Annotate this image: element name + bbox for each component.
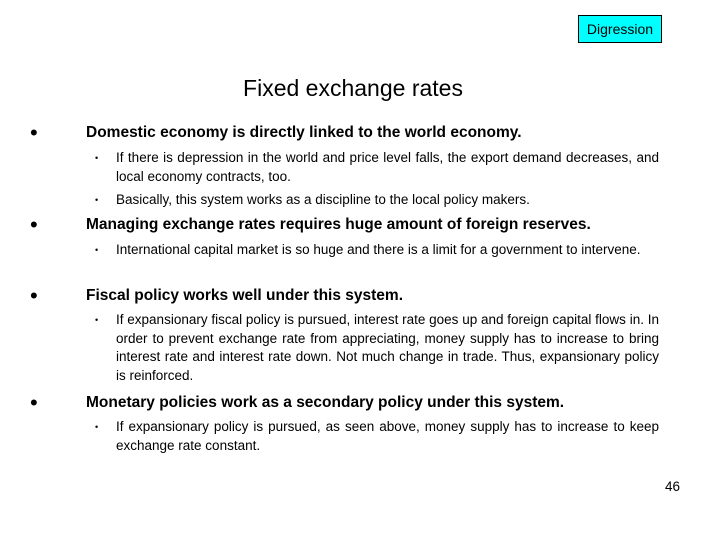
sub-point-1-1: If there is depression in the world and price level falls, the export demand decreases, and local economy contracts, too. xyxy=(116,150,659,184)
sub-point-1-2: Basically, this system works as a discipline to the local policy makers. xyxy=(116,192,530,207)
bullet-marker: • xyxy=(30,283,38,308)
page-number: 46 xyxy=(664,479,680,494)
main-point-2: Managing exchange rates requires huge amount of foreign reserves. xyxy=(86,216,591,233)
main-point-1: Domestic economy is directly linked to the world economy. xyxy=(86,124,522,141)
sub-bullet-marker: • xyxy=(95,315,99,325)
sub-bullet-marker: • xyxy=(95,153,99,163)
sub-point-4-1: If expansionary policy is pursued, as seen above, money supply has to increase to keep exchange rate constant. xyxy=(116,419,659,453)
sub-bullet-marker: • xyxy=(95,422,99,432)
bullet-marker: • xyxy=(30,120,38,145)
sub-bullet-marker: • xyxy=(95,195,99,205)
digression-tag: Digression xyxy=(578,15,662,43)
bullet-marker: • xyxy=(30,212,38,237)
slide-title: Fixed exchange rates xyxy=(243,75,463,101)
sub-point-2-1: International capital market is so huge and there is a limit for a government to intervene. xyxy=(116,242,641,257)
sub-point-3-1: If expansionary fiscal policy is pursued, interest rate goes up and foreign capital flows in. In order to prevent exchange rate from appreciating, money supply has to increase to bring interest rate and interest rate down. Not much change in trade. Thus, expansionary policy is reinforced. xyxy=(116,312,659,383)
bullet-marker: • xyxy=(30,390,38,415)
main-point-4: Monetary policies work as a secondary policy under this system. xyxy=(86,394,565,411)
sub-bullet-marker: • xyxy=(95,245,99,255)
main-point-3: Fiscal policy works well under this system. xyxy=(86,287,404,304)
